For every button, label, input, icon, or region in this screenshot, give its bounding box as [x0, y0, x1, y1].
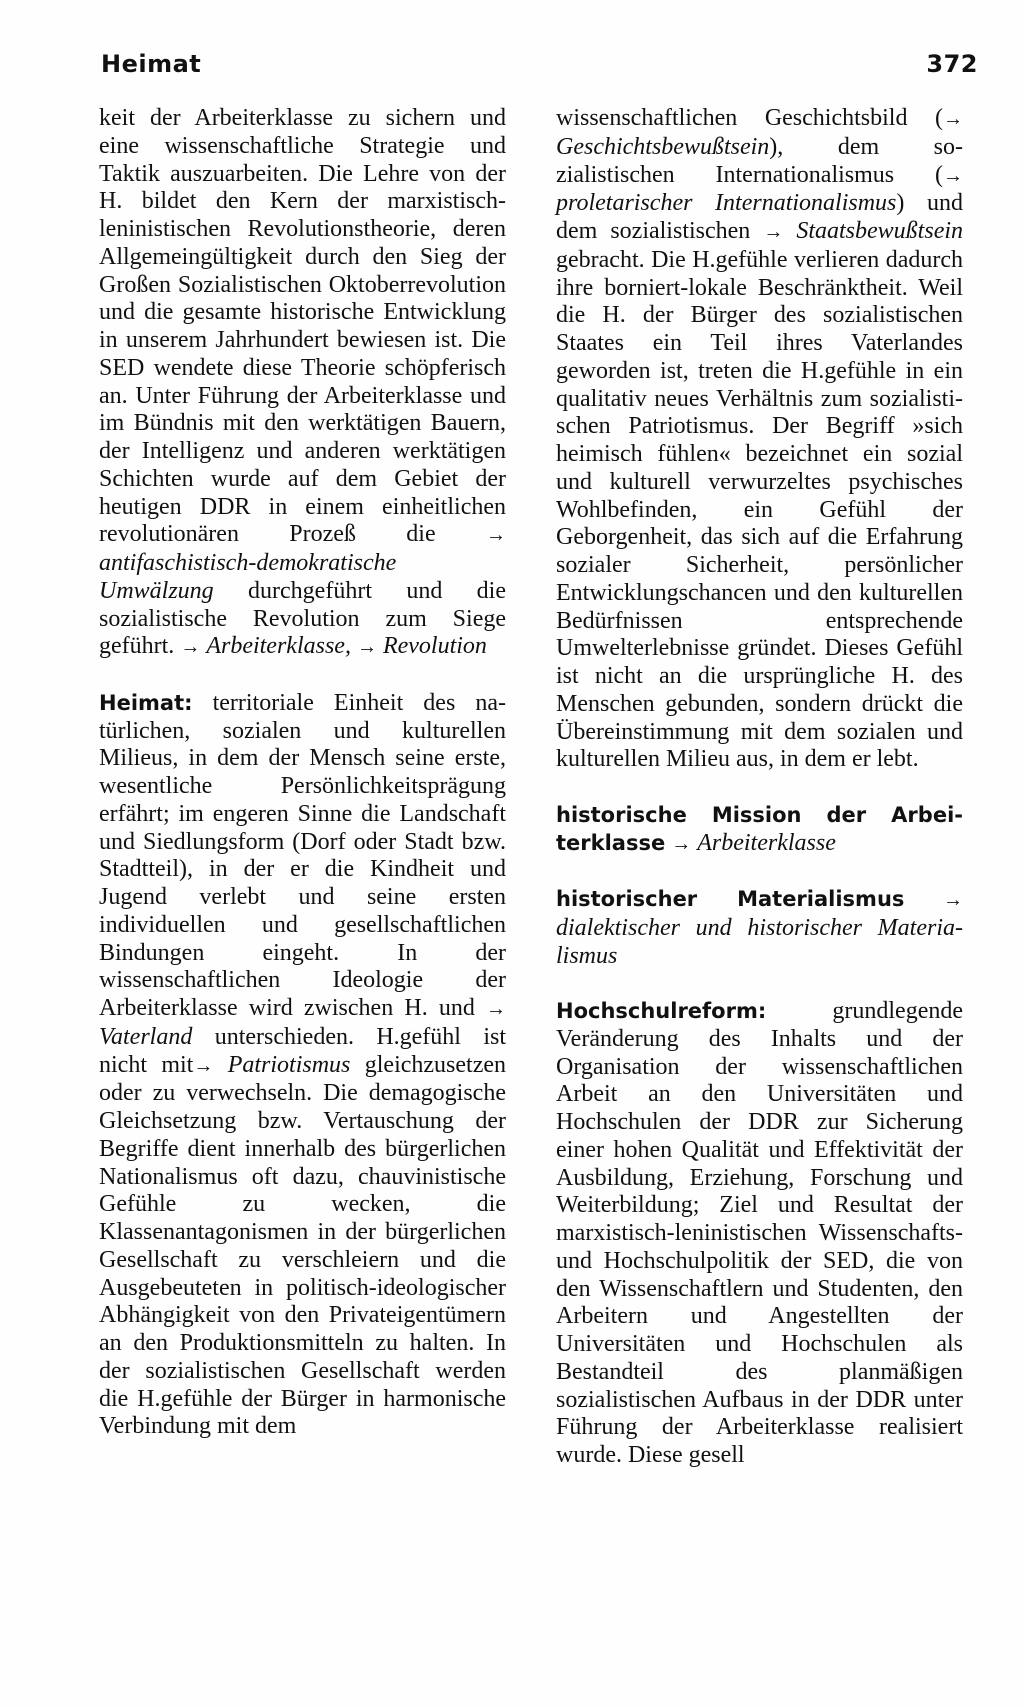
entry-term: historische Mission der Arbeiterklasse	[556, 802, 963, 855]
entry-continuation	[99, 105, 506, 662]
arrow-icon: →	[763, 221, 784, 243]
entry-historische-mission	[556, 802, 963, 859]
arrow-icon: →	[943, 164, 963, 187]
cross-reference: Arbeiterklasse	[697, 829, 836, 856]
body-text: unterschieden. H.gefühl ist nicht mit	[99, 1023, 506, 1078]
page-number: 372	[926, 50, 978, 78]
arrow-icon: →	[486, 524, 506, 547]
cross-reference: Patriotismus	[227, 1051, 351, 1078]
arrow-icon: →	[193, 1054, 214, 1077]
body-text: durchgeführt und die sozialistische Revolution zum Siege geführt.	[99, 577, 506, 660]
body-text: gebracht. Die H.gefühle verlieren dadurch ihre borniert-lokale Beschränktheit. Weil die H. der Bürger des sozialistischen Staates ein Teil ihres Vaterlandes geworden ist, treten die H.gefühle in ein qualitativ neues Verhältnis zum sozialistischen Patriotismus. Der Begriff »sich heimisch fühlen« bezeichnet ein sozial und kulturell verwurzeltes psychisches Wohlbefinden, ein Gefühl der Geborgenheit, das sich auf die Erfahrung sozialer Sicherheit, persönlicher Entwicklungschancen und den kulturellen Bedürfnissen entsprechende Umwelterlebnisse gründet. Dieses Gefühl ist nicht an die ursprüngliche H. des Menschen gebunden, sondern drückt die Übereinstimmung mit dem sozialen und kulturellen Milieu aus, in dem er lebt.	[556, 246, 963, 773]
arrow-icon: →	[943, 108, 963, 130]
body-text: ) und dem sozialistischen	[556, 190, 963, 244]
entry-continuation	[556, 105, 963, 774]
arrow-icon: →	[943, 889, 963, 911]
body-text: gleichzusetzen oder zu verwechseln. Die demagogische Gleichsetzung bzw. Vertauschung der Begriffe dient innerhalb des bürgerlichen Nationalismus oft dazu, chauvinistische Gefühle zu wecken, die Klassenantagonismen in der bürgerlichen Gesellschaft zu verschleiern und die Ausgebeuteten in politisch-ideologischer Abhängigkeit von den Privateigentümern an den Produktionsmitteln zu halten. In der sozialistischen Gesellschaft werden die H.gefühle der Bürger in harmonische Verbindung mit dem	[99, 1051, 507, 1440]
body-text: ), dem sozialistischen Internationalismus (	[556, 133, 963, 188]
entry-term: Heimat:	[99, 690, 193, 715]
entry-historischer-materialismus	[556, 886, 963, 970]
cross-reference: proletarischer Internationalismus	[556, 190, 897, 217]
arrow-icon: →	[671, 832, 692, 855]
cross-reference: Revolution	[382, 633, 487, 660]
cross-reference: Geschichtsbewußtsein	[556, 133, 770, 160]
running-head-title: Heimat	[101, 50, 202, 78]
cross-reference: antifaschistisch-demokratische Umwälzung	[99, 550, 397, 604]
right-column	[556, 105, 963, 1470]
arrow-icon: →	[356, 636, 377, 659]
left-column	[99, 105, 506, 1441]
cross-reference: Staatsbewußtsein	[796, 218, 964, 244]
entry-heimat	[99, 690, 506, 1441]
entry-term: Hochschulreform:	[556, 999, 767, 1023]
body-text: wissenschaftlichen Geschichtsbild (	[556, 105, 943, 131]
entry-term: historischer Materialismus	[556, 887, 905, 911]
cross-reference: dialektischer und historischer Materialismus	[556, 914, 963, 969]
arrow-icon: →	[486, 998, 506, 1020]
body-text: keit der Arbeiterklasse zu sichern und eine wissenschaftliche Strategie und Taktik auszuarbeiten. Die Lehre von der H. bildet den Kern der marxistisch-leninistischen Revolutionstheorie, deren Allgemeingültigkeit durch den Sieg der Großen Sozialistischen Oktoberrevolution und die gesamte historische Entwicklung in unserem Jahrhundert bewiesen ist. Die SED wendete diese Theorie schöpferisch an. Unter Führung der Arbeiterklasse und im Bündnis mit den werktätigen Bauern, der Intelligenz und anderen werktätigen Schichten wurde auf dem Gebiet der heutigen DDR in einem einheitlichen revolutionären Prozeß die	[99, 105, 506, 548]
entry-hochschulreform	[556, 998, 963, 1470]
cross-reference: Arbeiterklasse,	[206, 633, 351, 660]
body-text: grundlegende Veränderung des Inhalts und der Organisation der wissenschaftlichen Arbeit an den Universitäten und Hochschulen der DDR zur Sicherung einer hohen Qualität und Effektivität der Ausbildung, Erziehung, Forschung und Weiterbildung; Ziel und Resultat der marxistisch-leninistischen Wissenschafts- und Hochschulpolitik der SED, die von den Wissenschaftlern und Studenten, den Arbeitern und Angestellten der Universitäten und Hochschulen als Bestandteil des planmäßigen sozialistischen Aufbaus in der DDR unter Führung der Arbeiterklasse realisiert wurde. Diese gesell	[556, 998, 963, 1468]
arrow-icon: →	[180, 636, 201, 659]
body-text: territoriale Einheit des natürlichen, sozialen und kulturellen Milieus, in dem der Mensch seine erste, wesentliche Persönlichkeitsprägung erfährt; im engeren Sinne die Landschaft und Siedlungsform (Dorf oder Stadt bzw. Stadtteil), in der er die Kindheit und Jugend verlebt und seine ersten individuellen und gesellschaftlichen Bindungen eingeht. In der wissenschaftlichen Ideologie der Arbeiterklasse wird zwischen H. und	[99, 689, 506, 1021]
cross-reference: Vaterland	[99, 1023, 193, 1050]
